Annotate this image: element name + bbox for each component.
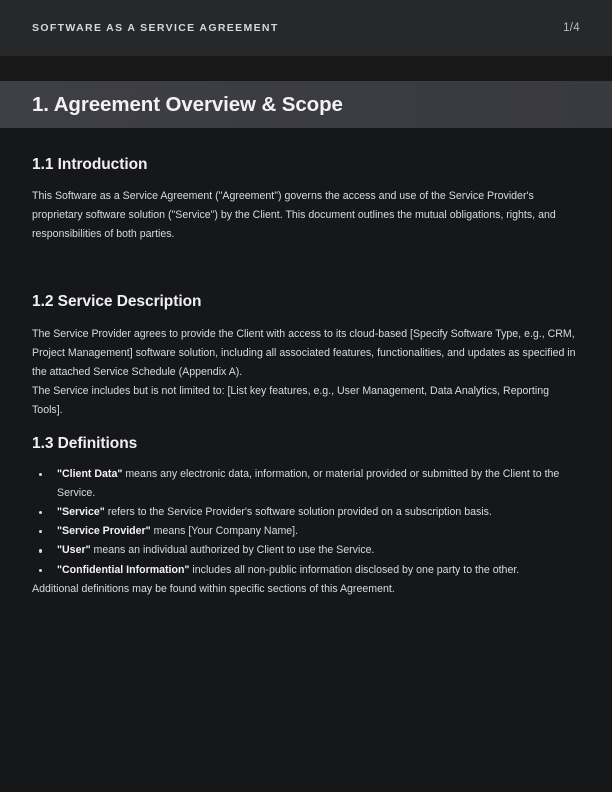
- document-body: [0, 156, 612, 599]
- definition-text: means any electronic data, information, or material provided or submitted by the Client to the Service.: [57, 467, 560, 499]
- subsection-heading-service-description: 1.2 Service Description: [32, 292, 202, 310]
- definition-text: includes all non-public information disclosed by one party to the other.: [189, 563, 520, 576]
- subsection-service-description: [32, 293, 580, 421]
- service-description-paragraph-1: The Service Provider agrees to provide the Client with access to its cloud-based [Specify Software Type, e.g., CRM, Project Management] software solution, including all associated features, functionalities, and updates as specified in the attached Service Schedule (Appendix A).: [32, 327, 576, 379]
- subsection-heading-introduction: 1.1 Introduction: [32, 156, 148, 173]
- bullet-dot-icon: [39, 511, 42, 514]
- list-item: [32, 522, 580, 541]
- definition-term: "Confidential Information": [57, 563, 190, 576]
- section-title: 1. Agreement Overview & Scope: [32, 92, 343, 116]
- list-item: [32, 541, 580, 560]
- bullet-dot-icon: [39, 473, 42, 476]
- header-separator-strip: [0, 56, 612, 81]
- subsection-introduction: [32, 156, 580, 245]
- definition-text: means [Your Company Name].: [150, 525, 299, 538]
- definition-term: "Service": [57, 506, 105, 519]
- list-item: [32, 503, 580, 522]
- page-number-indicator: 1/4: [563, 22, 580, 34]
- definition-term: "Service Provider": [57, 525, 151, 538]
- document-running-header: [0, 0, 612, 56]
- section-title-band: [0, 81, 612, 128]
- definition-term: "Client Data": [57, 467, 123, 480]
- definitions-list: [32, 465, 580, 580]
- definition-text: refers to the Service Provider's software solution provided on a subscription basis.: [104, 506, 492, 519]
- bullet-dot-icon: [39, 530, 42, 533]
- subsection-definitions: [32, 435, 580, 599]
- bullet-dot-icon: [39, 569, 42, 572]
- introduction-paragraph: This Software as a Service Agreement ("Agreement") governs the access and use of the Service Provider's proprietary software solution ("Service") by the Client. This document outlines the mutual obligations, rights, and responsibilities of both parties.: [32, 190, 556, 241]
- list-item: [32, 465, 580, 503]
- definition-text: means an individual authorized by Client to use the Service.: [90, 544, 375, 557]
- definition-term: "User": [57, 544, 91, 557]
- service-description-paragraph-2: The Service includes but is not limited to: [List key features, e.g., User Management, Data Analytics, Reporting Tools].: [32, 385, 549, 417]
- definitions-closing-note: Additional definitions may be found within specific sections of this Agreement.: [32, 582, 395, 595]
- subsection-heading-definitions: 1.3 Definitions: [32, 434, 138, 452]
- list-item: [32, 561, 580, 580]
- bullet-dot-icon: [39, 549, 42, 552]
- running-header-title: SOFTWARE AS A SERVICE AGREEMENT: [32, 22, 279, 34]
